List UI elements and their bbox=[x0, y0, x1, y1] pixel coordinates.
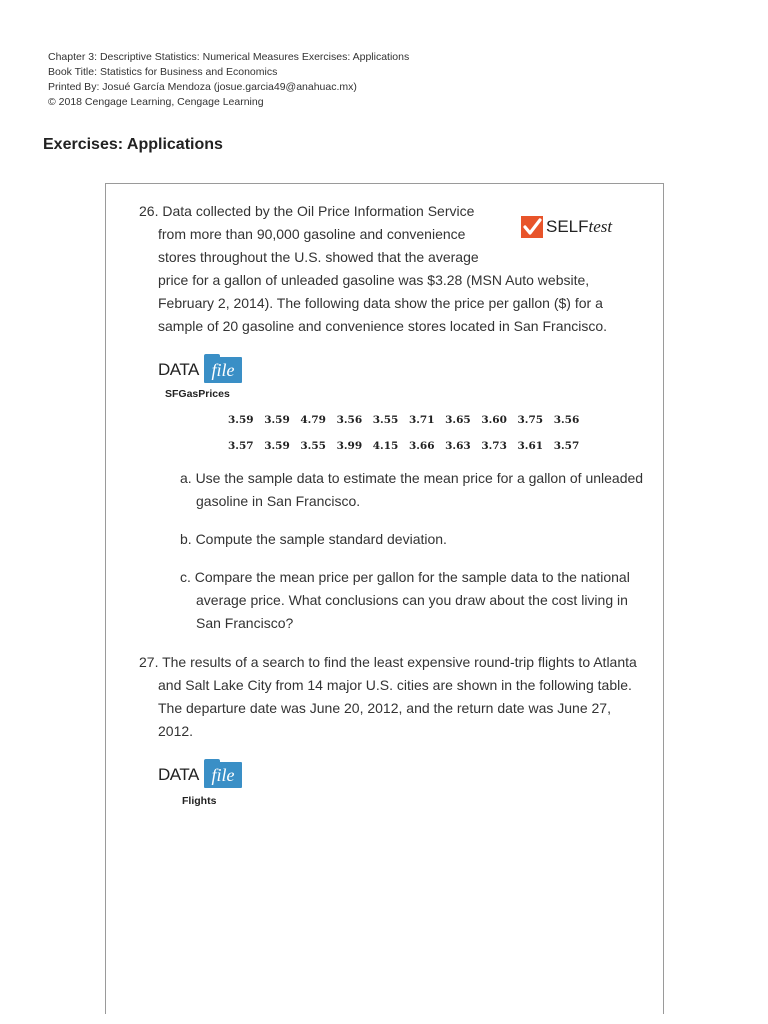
ex26-line-1: 26. Data collected by the Oil Price Information Service bbox=[139, 203, 475, 219]
datafile-badge: DATA file bbox=[158, 762, 242, 788]
printed-by-line: Printed By: Josué García Mendoza (josue.garcia49@anahuac.mx) bbox=[48, 81, 357, 93]
data-value: 3.71 bbox=[408, 414, 435, 426]
data-value: 3.56 bbox=[336, 414, 363, 426]
check-icon bbox=[521, 216, 543, 238]
copyright-line: © 2018 Cengage Learning, Cengage Learning bbox=[48, 96, 264, 108]
ex27-line-2: and Salt Lake City from 14 major U.S. cities are shown in the following table. bbox=[158, 677, 632, 693]
ex26-line-4: price for a gallon of unleaded gasoline was $3.28 (MSN Auto website, bbox=[158, 272, 590, 288]
datafile-badge: DATA file bbox=[158, 357, 242, 383]
data-value: 3.99 bbox=[336, 440, 363, 452]
part-c-line-1: c. Compare the mean price per gallon for the sample data to the national bbox=[180, 569, 630, 585]
data-value: 3.57 bbox=[553, 440, 580, 452]
data-value: 3.60 bbox=[481, 414, 507, 426]
data-value: 3.63 bbox=[445, 440, 471, 452]
data-value: 3.55 bbox=[300, 440, 326, 452]
data-value: 3.59 bbox=[264, 440, 290, 452]
data-value: 3.59 bbox=[264, 414, 290, 426]
chapter-line: Chapter 3: Descriptive Statistics: Numerical Measures Exercises: Applications bbox=[48, 51, 410, 63]
ex27-line-4: 2012. bbox=[158, 723, 194, 739]
ex27-line-3: The departure date was June 20, 2012, and the return date was June 27, bbox=[158, 700, 611, 716]
ex27-line-1: 27. The results of a search to find the least expensive round-trip flights to Atlanta bbox=[139, 654, 637, 670]
part-c-line-2: average price. What conclusions can you draw about the cost living in bbox=[196, 592, 628, 608]
data-row-1 bbox=[228, 414, 590, 426]
part-b-line-1: b. Compute the sample standard deviation. bbox=[180, 531, 447, 547]
document-header bbox=[48, 50, 409, 110]
data-value: 3.57 bbox=[228, 440, 254, 452]
section-title: Exercises: Applications bbox=[43, 136, 223, 153]
datafile-name: Flights bbox=[182, 795, 217, 807]
data-value: 3.66 bbox=[408, 440, 435, 452]
data-value: 3.73 bbox=[481, 440, 507, 452]
data-value: 3.59 bbox=[228, 414, 254, 426]
data-row-2 bbox=[228, 440, 590, 452]
part-c-line-3: San Francisco? bbox=[196, 615, 294, 631]
ex26-line-2: from more than 90,000 gasoline and convenience bbox=[158, 226, 466, 242]
data-value: 3.75 bbox=[517, 414, 544, 426]
book-title-line: Book Title: Statistics for Business and Economics bbox=[48, 66, 278, 78]
data-value: 3.61 bbox=[517, 440, 544, 452]
data-value: 3.56 bbox=[553, 414, 580, 426]
ex26-line-3: stores throughout the U.S. showed that the average bbox=[158, 249, 479, 265]
datafile-name: SFGasPrices bbox=[165, 388, 230, 400]
part-a-line-1: a. Use the sample data to estimate the mean price for a gallon of unleaded bbox=[180, 470, 644, 486]
data-value: 3.65 bbox=[445, 414, 471, 426]
part-a-line-2: gasoline in San Francisco. bbox=[196, 493, 361, 509]
self-test-badge bbox=[521, 214, 613, 240]
self-test-label: SELFtest bbox=[546, 217, 613, 236]
data-value: 4.79 bbox=[300, 414, 326, 426]
data-value: 3.55 bbox=[372, 414, 399, 426]
ex26-line-6: sample of 20 gasoline and convenience stores located in San Francisco. bbox=[158, 318, 608, 334]
ex26-line-5: February 2, 2014). The following data show the price per gallon ($) for a bbox=[158, 295, 603, 311]
data-value: 4.15 bbox=[372, 440, 399, 452]
